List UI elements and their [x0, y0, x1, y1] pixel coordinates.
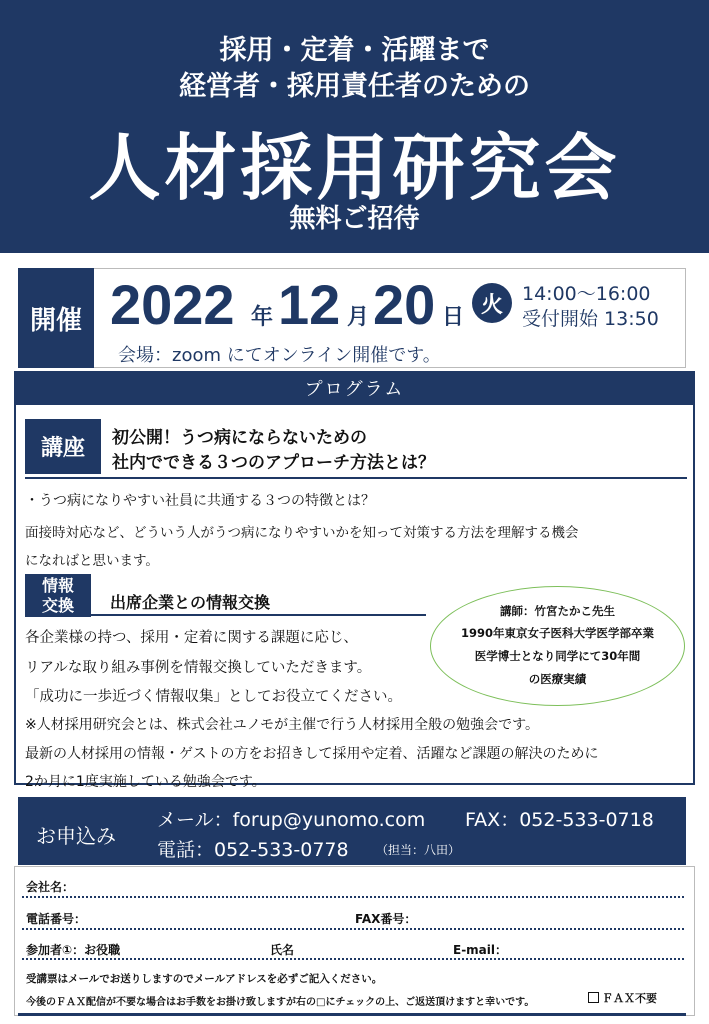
phone-line	[22, 928, 684, 930]
year-unit: 年	[251, 305, 274, 330]
fax-optout[interactable]	[588, 990, 657, 1006]
event-year: 2022	[110, 273, 235, 336]
subtitle-line2: 経営者・採用責任者のための	[179, 71, 530, 102]
bottom-rule	[18, 1013, 686, 1016]
page-title: 人材採用研究会	[88, 126, 621, 210]
note-line2: 最新の人材採用の情報・ゲストの方をお招きして採用や定着、活躍など課題の解決のために	[25, 746, 599, 762]
lecture-desc-line2: になればと思います。	[25, 553, 159, 569]
info-desc-line3: 「成功に一歩近づく情報収集」としてお役立てください。	[25, 689, 402, 705]
info-desc-line2: リアルな取り組み事例を情報交換していただきます。	[25, 660, 372, 676]
participant-position-field[interactable]: 参加者①：お役職	[26, 943, 121, 957]
info-exchange-tag	[25, 574, 91, 617]
participant-line	[22, 958, 684, 960]
contact-person: （担当：八田）	[376, 843, 461, 857]
contact-phone[interactable]: 電話：052-533-0778	[157, 839, 349, 861]
note-line3: 2か月に1度実施している勉強会です。	[25, 774, 266, 790]
lecture-divider	[25, 477, 687, 479]
info-exchange-title: 出席企業との情報交換	[110, 593, 271, 612]
event-time: 14:00～16:00	[522, 283, 651, 305]
month-unit: 月	[347, 305, 370, 330]
lecture-title-line2: 社内でできる３つのアプローチ方法とは？	[112, 453, 435, 473]
company-line	[22, 896, 684, 898]
reception-time: 受付開始 13:50	[522, 308, 659, 330]
info-divider	[91, 614, 426, 616]
lecture-desc-line1: 面接時対応など、どういう人がうつ病になりやすいかを知って対策する方法を理解する機会	[25, 525, 579, 541]
weekday-badge: 火	[472, 283, 512, 323]
lecture-tag: 講座	[25, 419, 101, 474]
form-note-email: 受講票はメールでお送りしますのでメールアドレスを必ずご記入ください。	[26, 973, 383, 985]
event-month: 12	[278, 273, 341, 336]
event-day: 20	[373, 273, 436, 336]
fax-optout-label: ＦＡＸ不要	[602, 992, 657, 1005]
day-unit: 日	[442, 305, 465, 330]
participant-email-field[interactable]: E-mail：	[453, 943, 508, 957]
fax-optout-checkbox[interactable]	[588, 992, 599, 1003]
participant-name-field[interactable]: 氏名	[270, 943, 295, 957]
lecture-title-line1: 初公開！うつ病にならないための	[112, 428, 367, 448]
contact-fax: FAX：052-533-0718	[465, 809, 654, 831]
speaker-bio-line1: 1990年東京女子医科大学医学部卒業	[460, 626, 654, 640]
form-note-fax: 今後のＦＡＸ配信が不要な場合はお手数をお掛け致しますが右の□にチェックの上、ご返送頂けますと幸いです。	[26, 997, 535, 1008]
note-line1: ※人材採用研究会とは、株式会社ユノモが主催で行う人材採用全般の勉強会です。	[25, 717, 540, 733]
contact-email[interactable]: メール：forup@yunomo.com	[157, 809, 426, 831]
event-label: 開催	[18, 268, 94, 368]
info-desc-line1: 各企業様の持つ、採用・定着に関する課題に応じ、	[25, 630, 358, 646]
subtitle-line1: 採用・定着・活躍まで	[219, 35, 490, 66]
speaker-name: 講師：竹宮たかこ先生	[500, 604, 615, 618]
lecture-point: ・うつ病になりやすい社員に共通する３つの特徴とは？	[25, 493, 375, 509]
speaker-bio-line3: の医療実績	[528, 672, 587, 686]
venue-text: 会場：zoom にてオンライン開催です。	[118, 345, 441, 366]
info-tag-line2: 交換	[41, 595, 74, 615]
company-field[interactable]: 会社名：	[26, 880, 75, 894]
invitation-text: 無料ご招待	[289, 204, 420, 234]
program-heading: プログラム	[14, 371, 695, 405]
speaker-bio-line2: 医学博士となり同学にて30年間	[474, 649, 641, 663]
application-label: お申込み	[36, 824, 116, 848]
info-tag-line1: 情報	[41, 575, 74, 595]
phone-field[interactable]: 電話番号：	[26, 912, 87, 926]
fax-field[interactable]: FAX番号：	[355, 912, 417, 926]
